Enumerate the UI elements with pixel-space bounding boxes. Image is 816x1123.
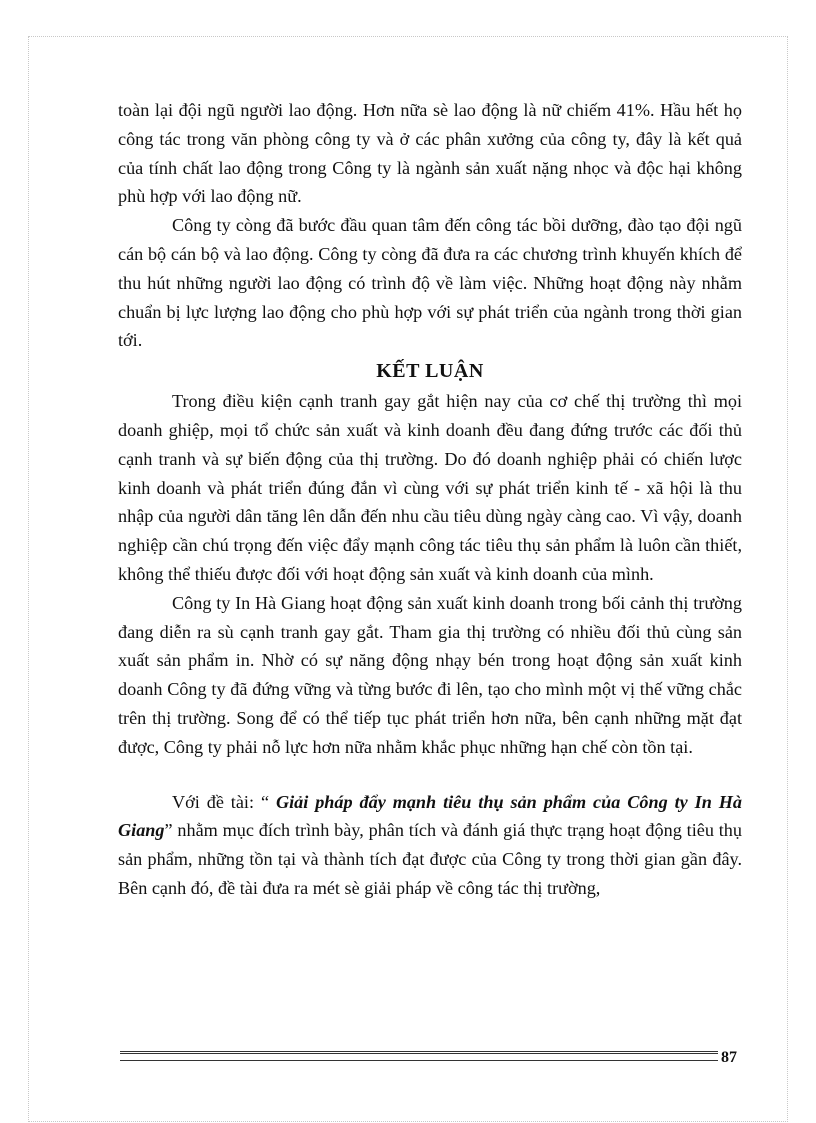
page-number: 87 bbox=[721, 1049, 737, 1066]
final-paragraph-rest: ” nhằm mục đích trình bày, phân tích và đánh giá thực trạng hoạt động tiêu thụ sản phẩm, những tồn tại và thành tích đạt được của Công ty trong thời gian gần đây. Bên cạnh đó, đề tài đưa ra mét sè giải pháp về công tác thị trường, bbox=[118, 820, 742, 898]
final-paragraph-lead: Với đề tài: “ bbox=[172, 791, 276, 812]
paragraph-1: toàn lại đội ngũ người lao động. Hơn nữa sè lao động là nữ chiếm 41%. Hầu hết họ công tác trong văn phòng công ty và ở các phân xưởng của công ty, đây là kết quả của tính chất lao động trong Công ty là ngành sản xuất nặng nhọc và độc hại không phù hợp với lao động nữ. bbox=[118, 100, 742, 207]
conclusion-paragraph-2: Công ty In Hà Giang hoạt động sản xuất kinh doanh trong bối cảnh thị trường đang diễn ra sù cạnh tranh gay gắt. Tham gia thị trường có nhiều đối thủ cùng sản xuất sản phẩm in. Nhờ có sự năng động nhạy bén trong hoạt động sản xuất kinh doanh Công ty đã đứng vững và từng bước đi lên, tạo cho mình một vị thế vững chắc trên thị trường. Song để có thể tiếp tục phát triển hơn nữa, bên cạnh những mặt đạt được, Công ty phải nỗ lực hơn nữa nhằm khắc phục những hạn chế còn tồn tại. bbox=[118, 592, 742, 757]
footer-rule bbox=[120, 1051, 718, 1061]
thesis-title: Giải pháp đẩy mạnh tiêu thụ sản phẩm của Công ty In Hà Giang bbox=[118, 791, 742, 841]
section-heading: KẾT LUẬN bbox=[376, 360, 484, 383]
final-paragraph bbox=[118, 788, 742, 903]
document-body bbox=[118, 96, 742, 903]
paragraph-2: Công ty còng đã bước đầu quan tâm đến công tác bồi dưỡng, đào tạo đội ngũ cán bộ cán bộ và lao động. Công ty còng đã đưa ra các chương trình khuyến khích để thu hút những người lao động có trình độ về làm việc. Những hoạt động này nhằm chuẩn bị lực lượng lao động cho phù hợp với sự phát triển của ngành trong thời gian tới. bbox=[118, 215, 742, 351]
conclusion-paragraph-1: Trong điều kiện cạnh tranh gay gắt hiện nay của cơ chế thị trường thì mọi doanh ghiệp, mọi tổ chức sản xuất và kinh doanh đều đang đứng trước các đối thủ cạnh tranh và sự biến động của thị trường. Do đó doanh nghiệp phải có chiến lược kinh doanh và phát triển đúng đắn vì cùng với sự phát triển kinh tế - xã hội là thu nhập của người dân tăng lên dẫn đến nhu cầu tiêu dùng ngày càng cao. Vì vậy, doanh nghiệp cần chú trọng đến việc đẩy mạnh công tác tiêu thụ sản phẩm là luôn cần thiết, không thể thiếu được đối với hoạt động sản xuất và kinh doanh của mình. bbox=[118, 391, 742, 584]
